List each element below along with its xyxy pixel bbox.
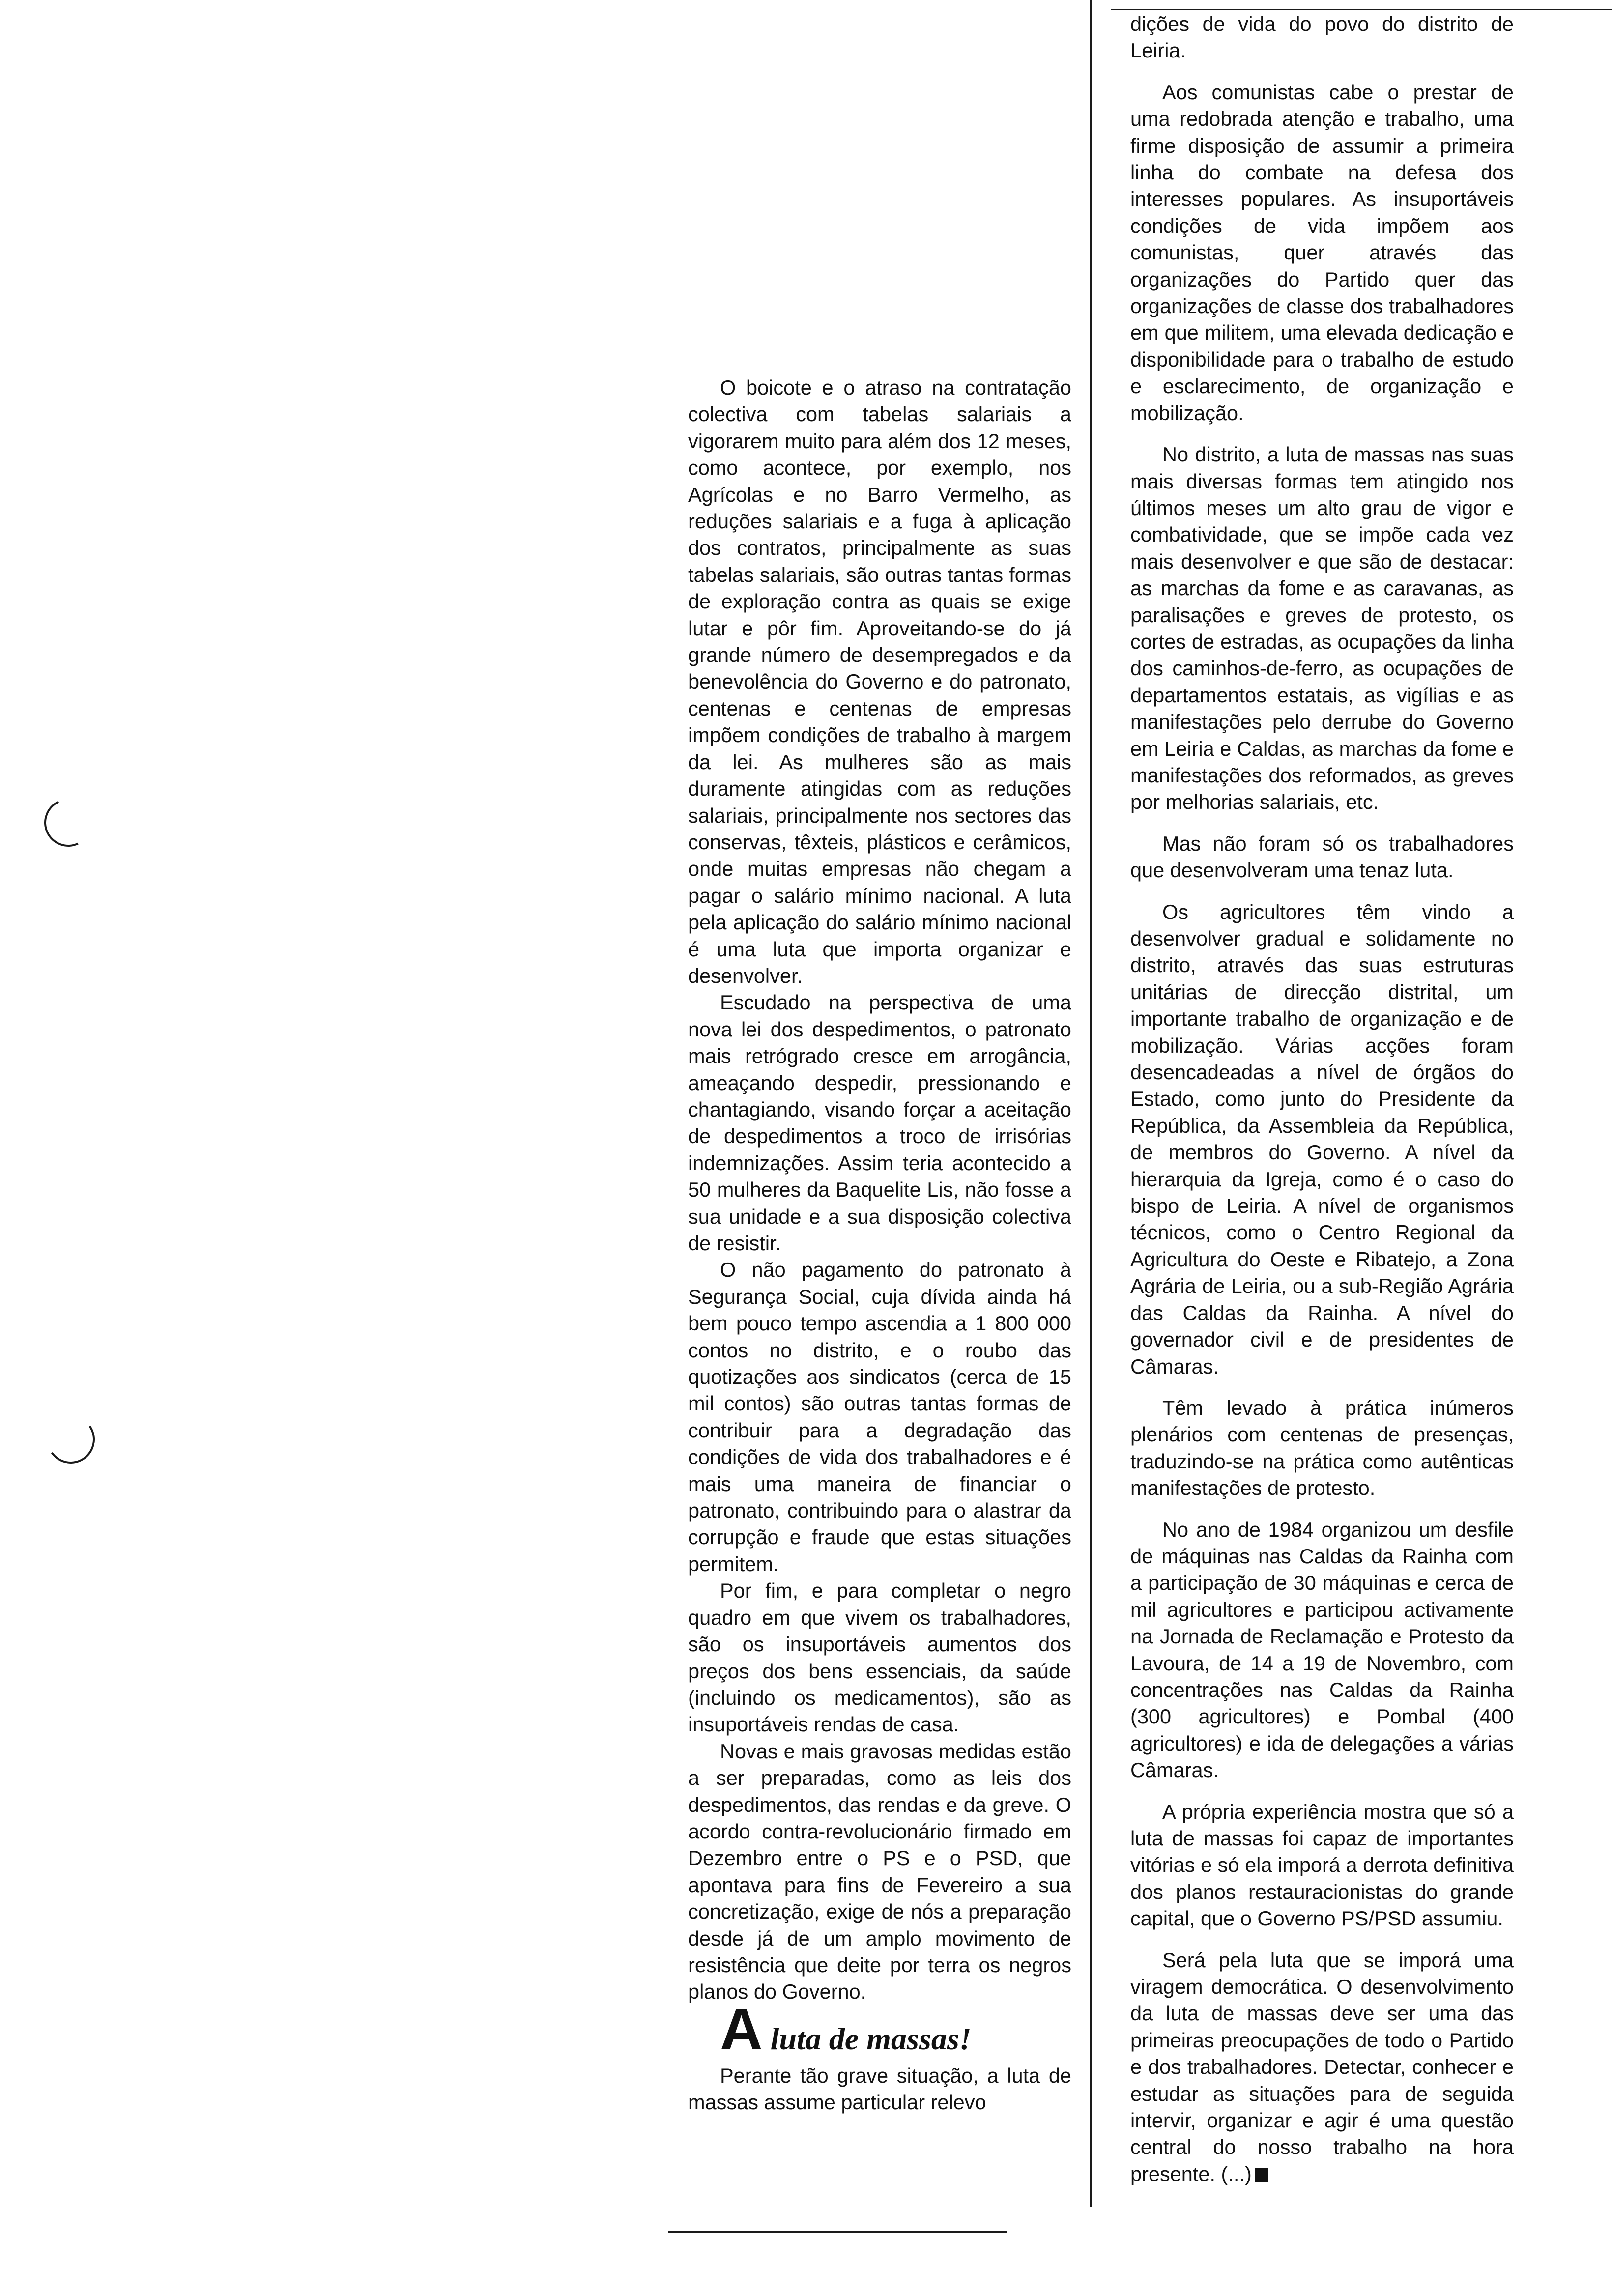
paragraph: Mas não foram só os trabalhadores que desenvolveram uma tenaz luta. [1130,832,1514,882]
paragraph: Por fim, e para completar o negro quadro em que vivem os trabalhadores, são os insuportáveis aumentos dos preços dos bens essenciais, da saúde (incluindo os medicamentos), são as insuportáveis rendas de casa. [688,1579,1071,1736]
paragraph: No ano de 1984 organizou um desfile de máquinas nas Caldas da Rainha com a participação de 30 máquinas e cerca de mil agricultores e participou activamente na Jornada de Reclamação e Protesto da Lavoura, de 14 a 19 de Novembro, com concentrações nas Caldas da Rainha (300 agricultores) e Pombal (400 agricultores) e ida de delegações a várias Câmaras. [1130,1518,1514,1782]
left-column [688,374,1071,2116]
paragraph: O não pagamento do patronato à Segurança Social, cuja dívida ainda há bem pouco tempo ascendia a 1 800 000 contos no distrito, e o roubo das quotizações aos sindicatos (cerca de 15 mil contos) são outras tantas formas de contribuir para a degradação das condições de vida dos trabalhadores e é mais uma maneira de financiar o patronato, contribuindo para o alastrar da corrupção e fraude que estas situações permitem. [688,1258,1071,1576]
scan-artifact-mark [37,792,99,854]
headline-text: luta de massas! [762,2021,972,2056]
closing-text: Será pela luta que se imporá uma viragem democrática. O desenvolvimento da luta de massas deve ser uma das primeiras preocupações de todo o Partido e dos trabalhadores. Detectar, conhecer e estudar as situações para de seguida intervir, organizar e agir é uma questão central do nosso trabalho na hora presente. (...) [1130,1948,1514,2185]
paragraph: A própria experiência mostra que só a luta de massas foi capaz de importantes vitórias e só ela imporá a derrota definitiva dos planos restauracionistas do grande capital, que o Governo PS/PSD assumiu. [1130,1800,1514,1930]
end-of-article-mark [1255,2168,1268,2182]
bottom-rule [668,2231,1008,2233]
paragraph: dições de vida do povo do distrito de Leiria. [1130,12,1514,62]
paragraph: No distrito, a luta de massas nas suas mais diversas formas tem atingido nos últimos meses um alto grau de vigor e combatividade, que se impõe cada vez mais desenvolver e que são de destacar: as marchas da fome e as caravanas, as paralisações e greves de protesto, os cortes de estradas, as ocupações da linha dos caminhos-de-ferro, as ocupações de departamentos estatais, as vigílias e as manifestações pelo derrube do Governo em Leiria e Caldas, as marchas da fome e manifestações dos reformados, as greves por melhorias salariais, etc. [1130,443,1514,814]
closing-paragraph [1130,1947,1514,2188]
headline-initial: A [720,1996,763,2062]
column-divider [1090,0,1092,2207]
paragraph: Os agricultores têm vindo a desenvolver gradual e solidamente no distrito, através das suas estruturas unitárias de direcção distrital, um importante trabalho de organização e de mobilização. Várias acções foram desencadeadas a nível de órgãos do Estado, como junto do Presidente da República, da Assembleia da República, de membros do Governo. A nível da hierarquia da Igreja, como é o caso do bispo de Leiria. A nível de organismos técnicos, como o Centro Regional da Agricultura do Oeste e Ribatejo, a Zona Agrária de Leiria, ou a sub-Região Agrária das Caldas da Rainha. A nível do governador civil e de presidentes de Câmaras. [1130,900,1514,1378]
scan-artifact-mark [43,1411,99,1467]
top-rule [1111,9,1612,10]
paragraph: Novas e mais gravosas medidas estão a ser preparadas, como as leis dos despedimentos, das rendas e da greve. O acordo contra-revolucionário firmado em Dezembro entre o PS e o PSD, que apontava para fins de Fevereiro a sua concretização, exige de nós a preparação desde já de um amplo movimento de resistência que deite por terra os negros planos do Governo. [688,1739,1071,2004]
paragraph: Têm levado à prática inúmeros plenários com centenas de presenças, traduzindo-se na prática como autênticas manifestações de protesto. [1130,1396,1514,1500]
paragraph: Perante tão grave situação, a luta de massas assume particular relevo [688,2064,1071,2114]
right-column [1130,11,1514,2202]
section-headline [688,1996,1071,2063]
paragraph: O boicote e o atraso na contratação colectiva com tabelas salariais a vigorarem muito para além dos 12 meses, como acontece, por exemplo, nos Agrícolas e no Barro Vermelho, as reduções salariais e a fuga à aplicação dos contratos, principalmente as suas tabelas salariais, são outras tantas formas de exploração contra as quais se exige lutar e pôr fim. Aproveitando-se do já grande número de desempregados e da benevolência do Governo e do patronato, centenas e centenas de empresas impõem condições de trabalho à margem da lei. As mulheres são as mais duramente atingidas com as reduções salariais, principalmente nos sectores das conservas, têxteis, plásticos e cerâmicos, onde muitas empresas não chegam a pagar o salário mínimo nacional. A luta pela aplicação do salário mínimo nacional é uma luta que importa organizar e desenvolver. [688,376,1071,987]
paragraph: Aos comunistas cabe o prestar de uma redobrada atenção e trabalho, uma firme disposição de assumir a primeira linha do combate na defesa dos interesses populares. As insuportáveis condições de vida impõem aos comunistas, quer através das organizações do Partido quer das organizações de classe dos trabalhadores em que militem, uma elevada dedicação e disponibilidade para o trabalho de estudo e esclarecimento, de organização e mobilização. [1130,80,1514,425]
paragraph: Escudado na perspectiva de uma nova lei dos despedimentos, o patronato mais retrógrado cresce em arrogância, ameaçando despedir, pressionando e chantagiando, visando forçar a aceitação de despedimentos a troco de irrisórias indemnizações. Assim teria acontecido a 50 mulheres da Baquelite Lis, não fosse a sua unidade e a sua disposição colectiva de resistir. [688,991,1071,1255]
